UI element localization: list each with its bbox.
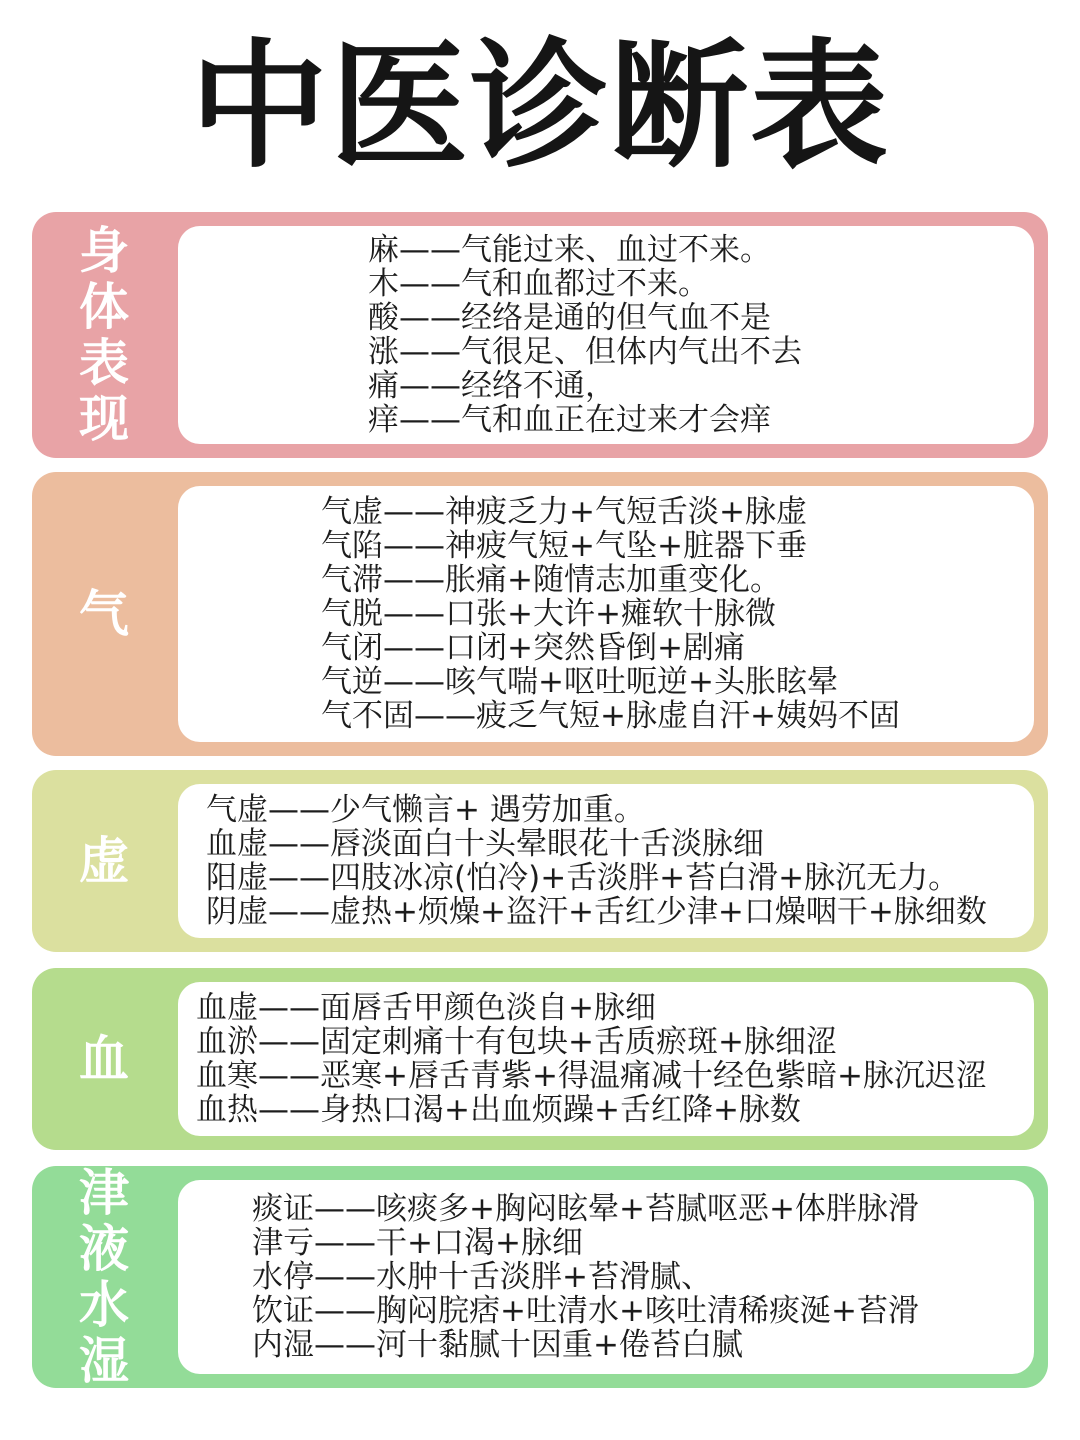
line-list bbox=[368, 233, 802, 437]
list-item: 饮证——胸闷脘痞+吐清水+咳吐清稀痰涎+苔滑 bbox=[252, 1293, 919, 1329]
section-label-text: 身体表现 bbox=[79, 222, 129, 448]
list-item: 气虚——神疲乏力+气短舌淡+脉虚 bbox=[321, 494, 807, 530]
line-list bbox=[252, 1192, 919, 1362]
section-card bbox=[178, 784, 1034, 938]
list-item: 血淤——固定刺痛十有包块+舌质瘀斑+脉细涩 bbox=[196, 1024, 837, 1060]
list-item: 痒——气和血正在过来才会痒 bbox=[368, 402, 771, 438]
line-list bbox=[321, 495, 900, 733]
section-label bbox=[32, 770, 176, 952]
list-item: 水停——水肿十舌淡胖+苔滑腻、 bbox=[252, 1259, 712, 1295]
list-item: 血热——身热口渴+出血烦躁+舌红降+脉数 bbox=[196, 1092, 801, 1128]
section-label bbox=[32, 472, 176, 756]
section-body-symptoms bbox=[32, 212, 1048, 458]
list-item: 酸——经络是通的但气血不是 bbox=[368, 300, 771, 336]
section-blood bbox=[32, 968, 1048, 1150]
list-item: 木——气和血都过不来。 bbox=[368, 266, 709, 302]
section-label bbox=[32, 212, 176, 458]
section-label-text: 虚 bbox=[79, 832, 129, 890]
list-item: 阳虚——四肢冰凉(怕冷)+舌淡胖+苔白滑+脉沉无力。 bbox=[206, 860, 960, 896]
list-item: 气闭——口闭+突然昏倒+剧痛 bbox=[321, 630, 745, 666]
section-fluids-dampness bbox=[32, 1166, 1048, 1388]
list-item: 血虚——面唇舌甲颜色淡自+脉细 bbox=[196, 990, 656, 1026]
list-item: 气不固——疲乏气短+脉虚自汗+姨妈不固 bbox=[321, 698, 900, 734]
list-item: 痛——经络不通， bbox=[368, 368, 616, 404]
section-card bbox=[178, 486, 1034, 742]
section-card bbox=[178, 982, 1034, 1136]
section-label bbox=[32, 1166, 176, 1388]
section-label-text: 津液水湿 bbox=[79, 1164, 129, 1390]
list-item: 涨——气很足、但体内气出不去 bbox=[368, 334, 802, 370]
line-list bbox=[206, 793, 987, 929]
page-title: 中医诊断表 bbox=[189, 26, 890, 187]
section-label bbox=[32, 968, 176, 1150]
section-deficiency bbox=[32, 770, 1048, 952]
list-item: 阴虚——虚热+烦燥+盗汗+舌红少津+口燥咽干+脉细数 bbox=[206, 894, 987, 930]
line-list bbox=[196, 991, 987, 1127]
list-item: 气逆——咳气喘+呕吐呃逆+头胀眩晕 bbox=[321, 664, 838, 700]
list-item: 津亏——干+口渴+脉细 bbox=[252, 1225, 583, 1261]
list-item: 气虚——少气懒言+ 遇劳加重。 bbox=[206, 792, 645, 828]
list-item: 血寒——恶寒+唇舌青紫+得温痛减十经色紫暗+脉沉迟涩 bbox=[196, 1058, 987, 1094]
section-card bbox=[178, 226, 1034, 444]
list-item: 血虚——唇淡面白十头晕眼花十舌淡脉细 bbox=[206, 826, 764, 862]
list-item: 气脱——口张+大许+瘫软十脉微 bbox=[321, 596, 776, 632]
list-item: 痰证——咳痰多+胸闷眩晕+苔腻呕恶+体胖脉滑 bbox=[252, 1191, 919, 1227]
section-label-text: 气 bbox=[79, 585, 129, 643]
list-item: 气滞——胀痛+随情志加重变化。 bbox=[321, 562, 781, 598]
list-item: 气陷——神疲气短+气坠+脏器下垂 bbox=[321, 528, 807, 564]
list-item: 内湿——河十黏腻十因重+倦苔白腻 bbox=[252, 1327, 743, 1363]
section-label-text: 血 bbox=[79, 1030, 129, 1088]
section-qi bbox=[32, 472, 1048, 756]
list-item: 麻——气能过来、血过不来。 bbox=[368, 232, 771, 268]
section-card bbox=[178, 1180, 1034, 1374]
